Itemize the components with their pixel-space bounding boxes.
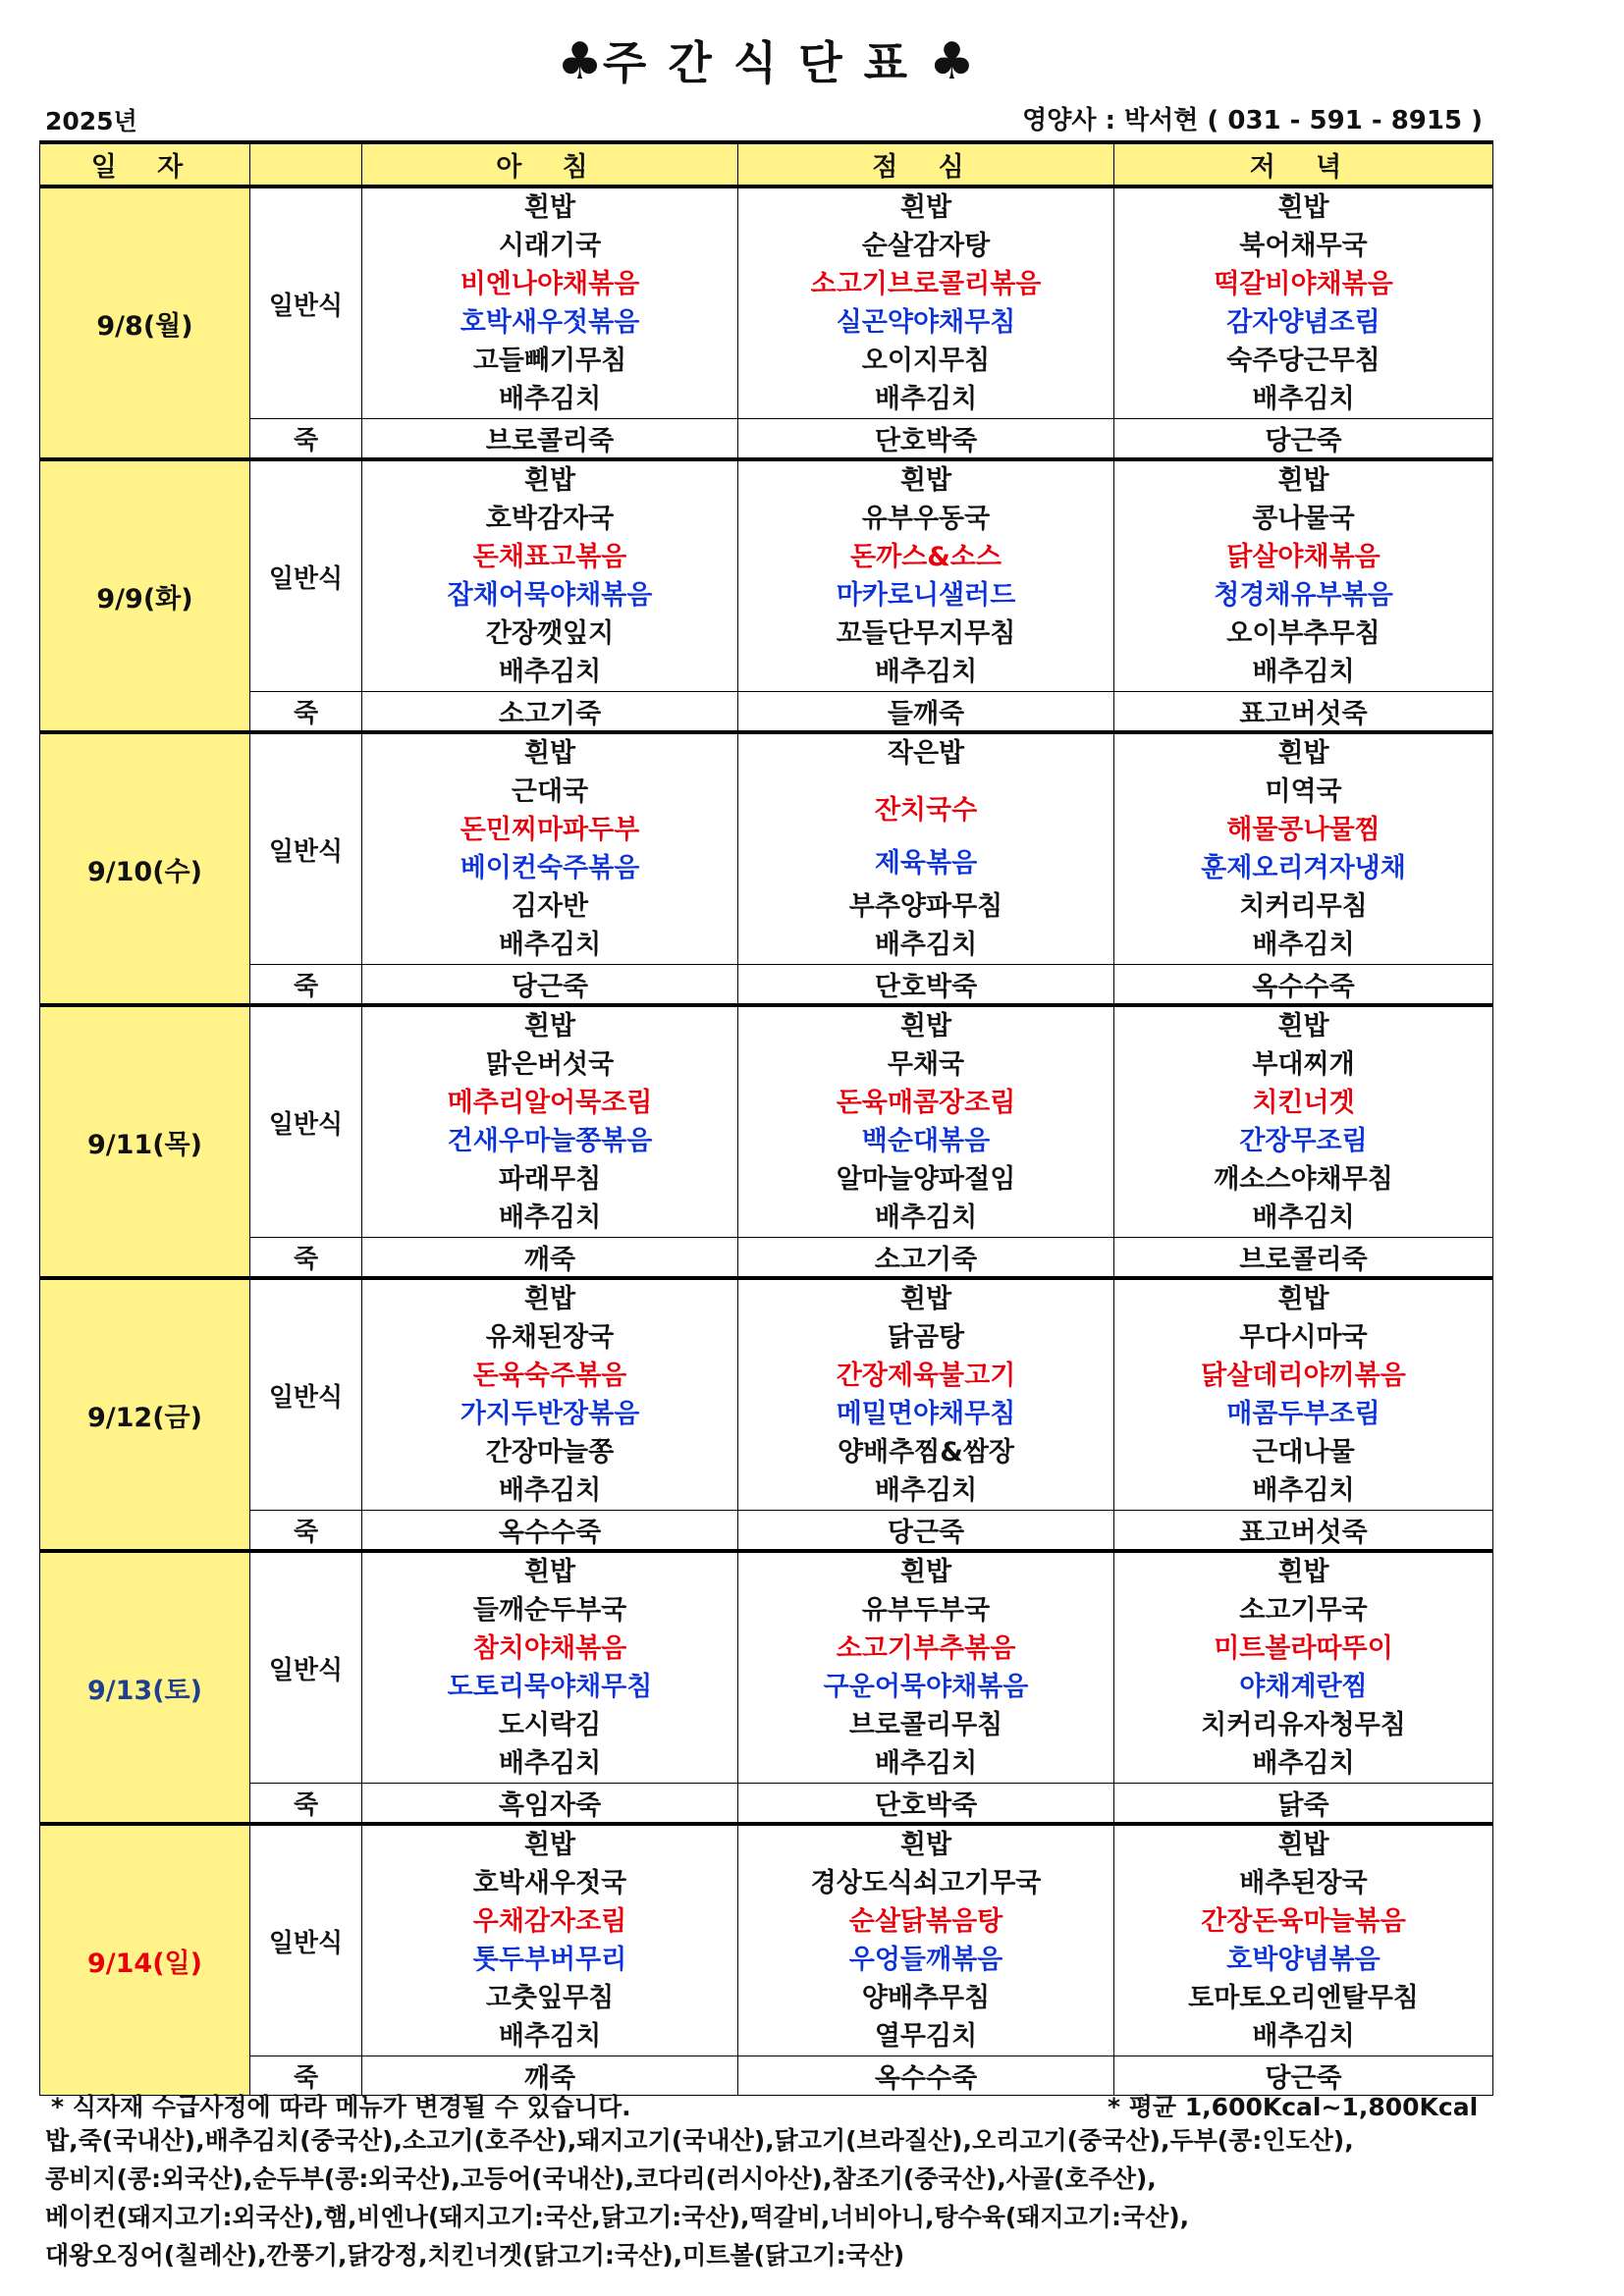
meal-type-general: 일반식 xyxy=(250,1278,362,1511)
origin-line: 대왕오징어(칠레산),깐풍기,닭강정,치킨너겟(닭고기:국산),미트볼(닭고기:국산) xyxy=(45,2241,905,2269)
menu-item: 콩나물국 xyxy=(1252,504,1355,534)
dinner-porridge-cell: 당근죽 xyxy=(1114,2056,1493,2096)
day-date: 9/9(화) xyxy=(40,459,250,732)
lunch-menu-cell xyxy=(738,459,1114,692)
dinner-menu-cell xyxy=(1114,459,1493,692)
breakfast-menu-cell xyxy=(362,187,738,419)
menu-item: 무다시마국 xyxy=(1239,1322,1368,1353)
menu-item: 배추김치 xyxy=(1252,930,1355,960)
lunch-porridge-cell: 옥수수죽 xyxy=(738,2056,1114,2096)
meal-type-porridge: 죽 xyxy=(250,1784,362,1825)
porridge-row xyxy=(40,1238,1493,1279)
dinner-menu-cell xyxy=(1114,1278,1493,1511)
calorie-info: * 평균 1,600Kcal~1,800Kcal xyxy=(1108,2093,1479,2121)
menu-item: 야채계란찜 xyxy=(1239,1672,1368,1702)
menu-item: 근대국 xyxy=(511,776,589,807)
menu-item: 흰밥 xyxy=(1277,1011,1329,1041)
year-label: 2025년 xyxy=(45,107,137,135)
day-row xyxy=(40,732,1493,965)
menu-item: 배추김치 xyxy=(1252,657,1355,687)
dinner-porridge-cell: 옥수수죽 xyxy=(1114,965,1493,1006)
menu-item: 맑은버섯국 xyxy=(485,1049,615,1080)
menu-item: 흰밥 xyxy=(523,1284,576,1314)
menu-item: 배추김치 xyxy=(874,1748,978,1779)
meal-type-porridge: 죽 xyxy=(250,1511,362,1552)
breakfast-menu-cell xyxy=(362,459,738,692)
menu-item: 고춧잎무침 xyxy=(485,1983,615,2013)
lunch-porridge-cell: 당근죽 xyxy=(738,1511,1114,1552)
day-row xyxy=(40,1551,1493,1784)
meal-type-general: 일반식 xyxy=(250,187,362,419)
menu-item: 배추김치 xyxy=(874,1202,978,1233)
menu-item: 배추김치 xyxy=(498,657,602,687)
lunch-porridge-cell: 단호박죽 xyxy=(738,419,1114,460)
menu-item: 알마늘양파절임 xyxy=(836,1164,1016,1195)
menu-item: 실곤약야채무침 xyxy=(836,307,1016,338)
breakfast-porridge-cell: 소고기죽 xyxy=(362,692,738,733)
menu-item: 간장돈육마늘볶음 xyxy=(1201,1906,1406,1937)
breakfast-porridge-cell: 깨죽 xyxy=(362,2056,738,2096)
dinner-menu-cell xyxy=(1114,187,1493,419)
menu-item: 흰밥 xyxy=(1277,192,1329,223)
dinner-menu-cell xyxy=(1114,1824,1493,2056)
menu-item: 김자반 xyxy=(511,891,589,922)
menu-item: 숙주당근무침 xyxy=(1226,346,1380,376)
menu-item: 돈육숙주볶음 xyxy=(472,1361,627,1391)
menu-item: 메추리알어묵조림 xyxy=(447,1088,653,1118)
meal-type-general: 일반식 xyxy=(250,1824,362,2056)
lunch-porridge-cell: 들깨죽 xyxy=(738,692,1114,733)
menu-item: 배추김치 xyxy=(874,930,978,960)
lunch-porridge-cell: 단호박죽 xyxy=(738,1784,1114,1825)
lunch-porridge-cell: 소고기죽 xyxy=(738,1238,1114,1279)
breakfast-porridge-cell: 깨죽 xyxy=(362,1238,738,1279)
menu-item: 흰밥 xyxy=(1277,1284,1329,1314)
menu-item: 해물콩나물찜 xyxy=(1226,815,1380,845)
porridge-row xyxy=(40,1511,1493,1552)
meal-type-porridge: 죽 xyxy=(250,965,362,1006)
change-notice: * 식자재 수급사정에 따라 메뉴가 변경될 수 있습니다. xyxy=(51,2093,631,2121)
menu-item: 흰밥 xyxy=(523,192,576,223)
origin-line: 밥,죽(국내산),배추김치(중국산),소고기(호주산),돼지고기(국내산),닭고기(브라질산),오리고기(중국산),두부(콩:인도산), xyxy=(45,2126,1354,2155)
menu-item: 유부두부국 xyxy=(861,1595,991,1626)
menu-item: 비엔나야채볶음 xyxy=(460,269,640,299)
menu-item: 닭살야채볶음 xyxy=(1226,542,1380,572)
menu-item: 배추김치 xyxy=(498,384,602,414)
menu-item: 미트볼라따뚜이 xyxy=(1214,1633,1393,1664)
menu-item: 양배추무침 xyxy=(861,1983,991,2013)
menu-item: 간장제육불고기 xyxy=(836,1361,1016,1391)
menu-item: 미역국 xyxy=(1265,776,1342,807)
menu-item: 시래기국 xyxy=(498,231,602,261)
menu-item: 돈채표고볶음 xyxy=(472,542,627,572)
menu-item: 무채국 xyxy=(887,1049,965,1080)
menu-item: 경상도식쇠고기무국 xyxy=(810,1868,1042,1898)
meal-type-general: 일반식 xyxy=(250,732,362,965)
lunch-menu-cell xyxy=(738,187,1114,419)
day-date: 9/12(금) xyxy=(40,1278,250,1551)
menu-item: 흰밥 xyxy=(523,738,576,769)
menu-item: 돈육매콤장조림 xyxy=(836,1088,1016,1118)
menu-item: 감자양념조림 xyxy=(1226,307,1380,338)
menu-item: 돈민찌마파두부 xyxy=(460,815,640,845)
breakfast-porridge-cell: 브로콜리죽 xyxy=(362,419,738,460)
menu-item: 들깨순두부국 xyxy=(472,1595,627,1626)
menu-item: 깨소스야채무침 xyxy=(1214,1164,1393,1195)
lunch-menu-cell xyxy=(738,1278,1114,1511)
menu-item: 훈제오리겨자냉채 xyxy=(1201,853,1406,883)
breakfast-menu-cell xyxy=(362,732,738,965)
lunch-menu-cell xyxy=(738,1824,1114,2056)
meal-type-porridge: 죽 xyxy=(250,2056,362,2096)
menu-item: 메밀면야채무침 xyxy=(836,1399,1016,1429)
title-text: 주간식단표 xyxy=(602,36,930,89)
menu-item: 흰밥 xyxy=(523,465,576,496)
menu-item: 참치야채볶음 xyxy=(472,1633,627,1664)
menu-item: 흰밥 xyxy=(523,1830,576,1860)
menu-item: 배추김치 xyxy=(498,1202,602,1233)
day-date: 9/14(일) xyxy=(40,1824,250,2096)
menu-item: 흰밥 xyxy=(899,1557,952,1587)
header-date: 일 자 xyxy=(40,142,250,187)
breakfast-menu-cell xyxy=(362,1551,738,1784)
menu-item: 우채감자조림 xyxy=(472,1906,627,1937)
menu-item: 도토리묵야채무침 xyxy=(447,1672,653,1702)
menu-item: 소고기브로콜리볶음 xyxy=(810,269,1042,299)
meal-type-porridge: 죽 xyxy=(250,419,362,460)
menu-item: 소고기부추볶음 xyxy=(836,1633,1016,1664)
meal-type-general: 일반식 xyxy=(250,459,362,692)
menu-item: 브로콜리무침 xyxy=(848,1710,1003,1740)
menu-item: 부대찌개 xyxy=(1252,1049,1355,1080)
dinner-porridge-cell: 표고버섯죽 xyxy=(1114,1511,1493,1552)
day-row xyxy=(40,1005,1493,1238)
menu-item: 오이부추무침 xyxy=(1226,618,1380,649)
breakfast-menu-cell xyxy=(362,1005,738,1238)
dinner-menu-cell xyxy=(1114,1551,1493,1784)
menu-item: 잡채어묵야채볶음 xyxy=(447,580,653,611)
dinner-menu-cell xyxy=(1114,732,1493,965)
menu-item: 배추김치 xyxy=(874,1475,978,1506)
menu-item: 닭곰탕 xyxy=(887,1322,965,1353)
menu-item: 가지두반장볶음 xyxy=(460,1399,640,1429)
menu-item: 배추김치 xyxy=(874,384,978,414)
menu-item: 치커리유자청무침 xyxy=(1201,1710,1406,1740)
menu-item: 건새우마늘쫑볶음 xyxy=(447,1126,653,1156)
porridge-row xyxy=(40,419,1493,460)
day-row xyxy=(40,459,1493,692)
menu-item: 고들빼기무침 xyxy=(472,346,627,376)
breakfast-porridge-cell: 당근죽 xyxy=(362,965,738,1006)
origin-info xyxy=(45,2121,1577,2274)
header-breakfast: 아 침 xyxy=(362,142,738,187)
header-lunch: 점 심 xyxy=(738,142,1114,187)
porridge-row xyxy=(40,1784,1493,1825)
day-row xyxy=(40,1824,1493,2056)
menu-item: 배추김치 xyxy=(498,1475,602,1506)
breakfast-porridge-cell: 옥수수죽 xyxy=(362,1511,738,1552)
menu-item: 배추김치 xyxy=(1252,1748,1355,1779)
menu-item: 떡갈비야채볶음 xyxy=(1214,269,1393,299)
menu-item: 파래무침 xyxy=(498,1164,602,1195)
page-title xyxy=(0,27,1532,92)
menu-item: 흰밥 xyxy=(1277,1557,1329,1587)
porridge-row xyxy=(40,965,1493,1006)
menu-item: 배추김치 xyxy=(874,657,978,687)
meal-type-porridge: 죽 xyxy=(250,692,362,733)
menu-item: 청경채유부볶음 xyxy=(1214,580,1393,611)
menu-item: 호박감자국 xyxy=(485,504,615,534)
menu-item: 작은밥 xyxy=(887,738,965,769)
menu-item: 북어채무국 xyxy=(1239,231,1368,261)
menu-item: 흰밥 xyxy=(899,1284,952,1314)
club-icon-left: ♣ xyxy=(557,32,603,91)
menu-item: 유채된장국 xyxy=(485,1322,615,1353)
menu-item: 호박양념볶음 xyxy=(1226,1945,1380,1975)
menu-item: 유부우동국 xyxy=(861,504,991,534)
meal-type-general: 일반식 xyxy=(250,1551,362,1784)
menu-item: 오이지무침 xyxy=(861,346,991,376)
menu-item: 베이컨숙주볶음 xyxy=(460,853,640,883)
menu-item: 마카로니샐러드 xyxy=(836,580,1016,611)
origin-line: 콩비지(콩:외국산),순두부(콩:외국산),고등어(국내산),코다리(러시아산),참조기(중국산),사골(호주산), xyxy=(45,2164,1157,2193)
menu-item: 배추김치 xyxy=(498,2021,602,2052)
menu-item: 간장깻잎지 xyxy=(485,618,615,649)
menu-item: 순살감자탕 xyxy=(861,231,991,261)
menu-item: 톳두부버무리 xyxy=(472,1945,627,1975)
menu-item: 배추김치 xyxy=(1252,1475,1355,1506)
menu-item: 구운어묵야채볶음 xyxy=(823,1672,1029,1702)
meal-type-general: 일반식 xyxy=(250,1005,362,1238)
menu-item: 닭살데리야끼볶음 xyxy=(1201,1361,1406,1391)
menu-item: 순살닭볶음탕 xyxy=(848,1906,1003,1937)
menu-item: 제육볶음 xyxy=(874,848,978,879)
menu-item: 흰밥 xyxy=(523,1557,576,1587)
meal-type-porridge: 죽 xyxy=(250,1238,362,1279)
menu-item: 간장마늘쫑 xyxy=(485,1437,615,1468)
menu-item: 배추김치 xyxy=(498,930,602,960)
menu-item: 흰밥 xyxy=(899,465,952,496)
menu-item: 양배추찜&쌈장 xyxy=(837,1437,1015,1468)
breakfast-menu-cell xyxy=(362,1824,738,2056)
porridge-row xyxy=(40,692,1493,733)
menu-item: 흰밥 xyxy=(899,192,952,223)
dinner-porridge-cell: 표고버섯죽 xyxy=(1114,692,1493,733)
menu-item: 호박새우젓볶음 xyxy=(460,307,640,338)
day-date: 9/13(토) xyxy=(40,1551,250,1824)
menu-item: 흰밥 xyxy=(1277,738,1329,769)
lunch-menu-cell xyxy=(738,1551,1114,1784)
day-row xyxy=(40,187,1493,419)
menu-item: 호박새우젓국 xyxy=(472,1868,627,1898)
header-dinner: 저 녁 xyxy=(1114,142,1493,187)
menu-item: 배추김치 xyxy=(1252,2021,1355,2052)
day-row xyxy=(40,1278,1493,1511)
menu-item: 흰밥 xyxy=(1277,465,1329,496)
day-date: 9/10(수) xyxy=(40,732,250,1005)
menu-item: 배추김치 xyxy=(498,1748,602,1779)
menu-item: 열무김치 xyxy=(874,2021,978,2052)
dinner-menu-cell xyxy=(1114,1005,1493,1238)
lunch-porridge-cell: 단호박죽 xyxy=(738,965,1114,1006)
day-date: 9/8(월) xyxy=(40,187,250,459)
menu-item: 토마토오리엔탈무침 xyxy=(1188,1983,1419,2013)
breakfast-porridge-cell: 흑임자죽 xyxy=(362,1784,738,1825)
club-icon-right: ♣ xyxy=(929,32,975,91)
day-date: 9/11(목) xyxy=(40,1005,250,1278)
menu-item: 흰밥 xyxy=(1277,1830,1329,1860)
menu-item: 우엉들깨볶음 xyxy=(848,1945,1003,1975)
menu-item: 돈까스&소스 xyxy=(850,542,1001,572)
menu-item: 흰밥 xyxy=(899,1830,952,1860)
header-type xyxy=(250,142,362,187)
menu-body xyxy=(40,187,1493,2096)
menu-item: 잔치국수 xyxy=(874,795,978,826)
dinner-porridge-cell: 닭죽 xyxy=(1114,1784,1493,1825)
menu-item: 배추된장국 xyxy=(1239,1868,1368,1898)
menu-item: 매콤두부조림 xyxy=(1226,1399,1380,1429)
menu-item: 꼬들단무지무침 xyxy=(836,618,1016,649)
origin-line: 베이컨(돼지고기:외국산),햄,비엔나(돼지고기:국산,닭고기:국산),떡갈비,너비아니,탕수육(돼지고기:국산), xyxy=(45,2203,1190,2231)
breakfast-menu-cell xyxy=(362,1278,738,1511)
menu-item: 도시락김 xyxy=(498,1710,602,1740)
menu-item: 소고기무국 xyxy=(1239,1595,1368,1626)
dinner-porridge-cell: 당근죽 xyxy=(1114,419,1493,460)
menu-item: 근대나물 xyxy=(1252,1437,1355,1468)
menu-item: 백순대볶음 xyxy=(861,1126,991,1156)
menu-item: 배추김치 xyxy=(1252,384,1355,414)
menu-item: 치킨너겟 xyxy=(1252,1088,1355,1118)
nutritionist-info: 영양사 : 박서현 ( 031 - 591 - 8915 ) xyxy=(1022,106,1483,135)
menu-item: 부추양파무침 xyxy=(848,891,1003,922)
header-row xyxy=(40,142,1493,187)
dinner-porridge-cell: 브로콜리죽 xyxy=(1114,1238,1493,1279)
menu-item: 간장무조림 xyxy=(1239,1126,1368,1156)
lunch-menu-cell xyxy=(738,732,1114,965)
menu-item: 흰밥 xyxy=(523,1011,576,1041)
weekly-menu-table xyxy=(39,140,1493,2096)
menu-item: 치커리무침 xyxy=(1239,891,1368,922)
lunch-menu-cell xyxy=(738,1005,1114,1238)
menu-item: 배추김치 xyxy=(1252,1202,1355,1233)
menu-item: 흰밥 xyxy=(899,1011,952,1041)
